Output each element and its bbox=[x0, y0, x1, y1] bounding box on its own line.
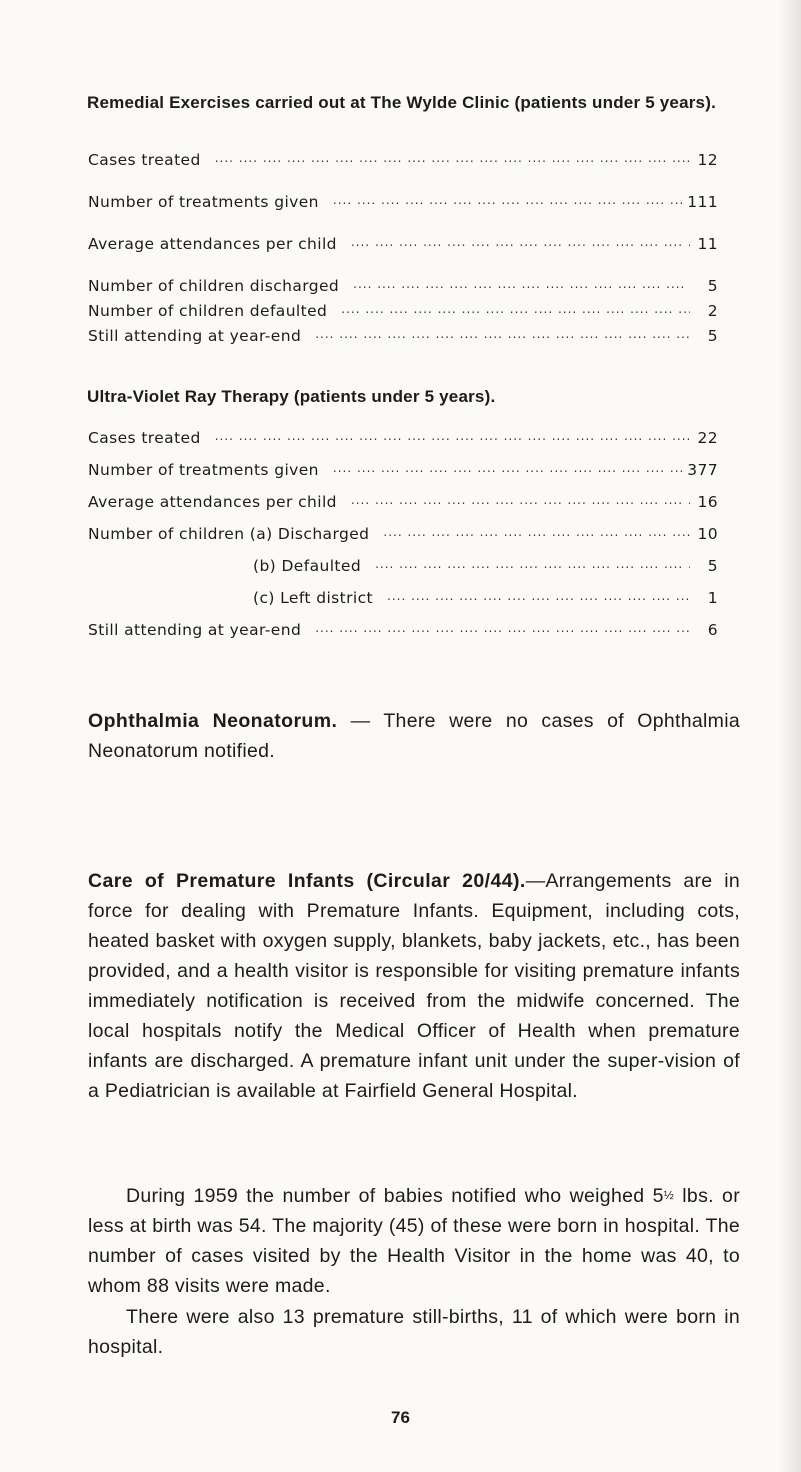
dot-leader bbox=[351, 235, 690, 249]
table-row bbox=[88, 551, 718, 575]
row-value: 2 bbox=[707, 302, 718, 320]
table-row bbox=[88, 187, 718, 211]
row-value: 377 bbox=[687, 461, 718, 479]
table-row bbox=[88, 583, 718, 607]
row-label: Average attendances per child bbox=[88, 235, 337, 253]
row-label: Cases treated bbox=[88, 151, 201, 169]
dot-leader bbox=[315, 621, 690, 635]
page-edge-shadow bbox=[779, 0, 801, 1472]
row-value: 22 bbox=[697, 429, 718, 447]
table-row bbox=[88, 321, 718, 345]
dot-leader bbox=[333, 193, 683, 207]
row-label: (c) Left district bbox=[253, 589, 374, 607]
table-row bbox=[88, 271, 718, 295]
row-label: Number of children defaulted bbox=[88, 302, 328, 320]
dot-leader bbox=[333, 461, 683, 475]
ultra-violet-heading: Ultra-Violet Ray Therapy (patients under 5 years). bbox=[87, 387, 496, 406]
row-label: Average attendances per child bbox=[88, 493, 337, 511]
premature-infants-lead: Care of Premature Infants (Circular 20/44). bbox=[88, 870, 526, 892]
table-row bbox=[88, 296, 718, 320]
premature-statistics-paragraph bbox=[88, 1180, 740, 1301]
ophthalmia-lead: Ophthalmia Neonatorum. bbox=[88, 710, 338, 732]
table-row bbox=[88, 229, 718, 253]
row-label: Number of treatments given bbox=[88, 193, 319, 211]
table-row bbox=[88, 145, 718, 169]
ophthalmia-text: — There were no cases of Ophthalmia Neonatorum notified. bbox=[88, 710, 740, 762]
row-label: Number of children discharged bbox=[88, 277, 340, 295]
row-value: 11 bbox=[697, 235, 718, 253]
row-label: Cases treated bbox=[88, 429, 201, 447]
dot-leader bbox=[387, 589, 690, 603]
fraction-half: ½ bbox=[663, 1188, 675, 1202]
dot-leader bbox=[353, 277, 690, 291]
table-row bbox=[88, 615, 718, 639]
row-value: 5 bbox=[707, 557, 718, 575]
row-value: 1 bbox=[707, 589, 718, 607]
row-value: 6 bbox=[707, 621, 718, 639]
row-value: 16 bbox=[697, 493, 718, 511]
row-value: 111 bbox=[687, 193, 718, 211]
row-value: 10 bbox=[697, 525, 718, 543]
row-value: 12 bbox=[697, 151, 718, 169]
table-row bbox=[88, 455, 718, 479]
table-row bbox=[88, 423, 718, 447]
page-number: 76 bbox=[391, 1408, 410, 1427]
dot-leader bbox=[215, 429, 690, 443]
still-births-paragraph: There were also 13 premature still-births, 11 of which were born in hospital. bbox=[88, 1306, 740, 1358]
dot-leader bbox=[315, 327, 690, 341]
statistics-text-a: During 1959 the number of babies notified who weighed 5 bbox=[126, 1185, 664, 1207]
remedial-exercises-heading: Remedial Exercises carried out at The Wylde Clinic (patients under 5 years). bbox=[87, 93, 716, 112]
row-label: Still attending at year-end bbox=[88, 327, 302, 345]
dot-leader bbox=[351, 493, 690, 507]
premature-infants-text: —Arrangements are in force for dealing with Premature Infants. Equipment, including cots, heated basket with oxygen supply, blankets, baby jackets, etc., has been provided, and a health visitor is responsible for visiting premature infants immediately notification is received from the midwife concerned. The local hospitals notify the Medical Officer of Health when premature infants are discharged. A premature infant unit under the super-vision of a Pediatrician is available at Fairfield General Hospital. bbox=[88, 870, 740, 1102]
table-row bbox=[88, 519, 718, 543]
row-value: 5 bbox=[707, 327, 718, 345]
dot-leader bbox=[383, 525, 690, 539]
row-label: (b) Defaulted bbox=[253, 557, 362, 575]
row-label: Still attending at year-end bbox=[88, 621, 302, 639]
dot-leader bbox=[215, 151, 690, 165]
statistics-text-b: lbs. or less at birth was 54. The majority (45) of these were born in hospital. The number of cases visited by the Health Visitor in the home was 40, to whom 88 visits were made. bbox=[88, 1185, 740, 1297]
row-value: 5 bbox=[707, 277, 718, 295]
ophthalmia-paragraph bbox=[88, 706, 740, 766]
row-label: Number of children (a) Discharged bbox=[88, 525, 370, 543]
table-row bbox=[88, 487, 718, 511]
premature-infants-paragraph bbox=[88, 866, 740, 1106]
dot-leader bbox=[341, 302, 690, 316]
dot-leader bbox=[375, 557, 690, 571]
row-label: Number of treatments given bbox=[88, 461, 319, 479]
